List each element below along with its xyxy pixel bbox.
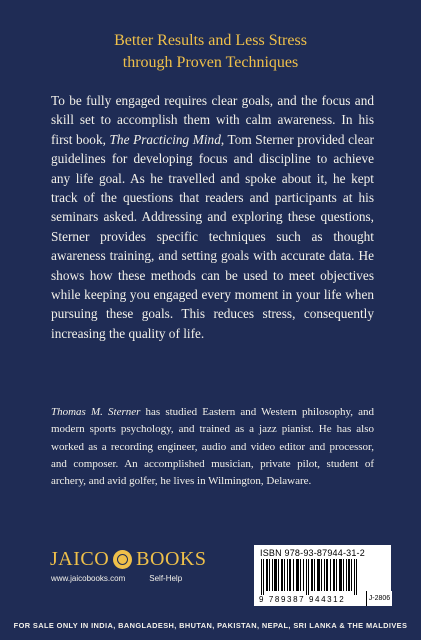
publisher-website: www.jaicobooks.com — [51, 574, 126, 583]
publisher-name-right: BOOKS — [136, 548, 207, 570]
book-blurb — [51, 91, 374, 343]
blurb-rest: , Tom Sterner provided clear guidelines for developing focus and discipline to achieve any life goal. As he travelled and spoke about it, he kept track of the questions that readers and participants at his seminars asked. Addressing and exploring these questions, Sterner provides specific techniques such as thought awareness training, and setting goals with accurate data. He shows how these methods can be used to meet objectives while keeping you engaged every moment in your life when pursuing these goals. This reduces stress, consequently increasing the quality of life. — [51, 131, 374, 341]
blurb-intro: To be fully engaged requires clear goals, and the focus and skill set to accomplish them with calm awareness. In his first book, — [51, 93, 374, 147]
barcode-icon — [261, 559, 361, 595]
bio-text: has studied Eastern and Western philosophy, and modern sports psychology, and trained as a jazz pianist. He has also worked as a recording engineer, audio and video editor and processor, and composer. An accomplished musician, private pilot, student of archery, and avid golfer, he lives in Wilmington, Delaware. — [51, 406, 375, 488]
isbn-label: ISBN 978-93-87944-31-2 — [260, 548, 365, 558]
sale-territory-notice: FOR SALE ONLY IN INDIA, BANGLADESH, BHUTAN, PAKISTAN, NEPAL, SRI LANKA & THE MALDIVES — [13, 621, 408, 630]
publisher-logo — [50, 548, 206, 571]
book-category: Self-Help — [149, 574, 183, 583]
book-title: The Practicing Mind — [109, 131, 221, 147]
author-name: Thomas M. Sterner — [51, 406, 141, 418]
tagline — [0, 30, 421, 74]
tagline-line-1: Better Results and Less Stress — [114, 32, 307, 49]
product-code: J-2806 — [366, 591, 392, 606]
publisher-info — [51, 574, 182, 583]
author-bio — [51, 404, 374, 490]
publisher-emblem-icon — [113, 550, 132, 569]
barcode-number: 9 789387 944312 — [259, 595, 346, 604]
publisher-name-left: JAICO — [50, 548, 110, 570]
tagline-line-2: through Proven Techniques — [122, 54, 299, 71]
